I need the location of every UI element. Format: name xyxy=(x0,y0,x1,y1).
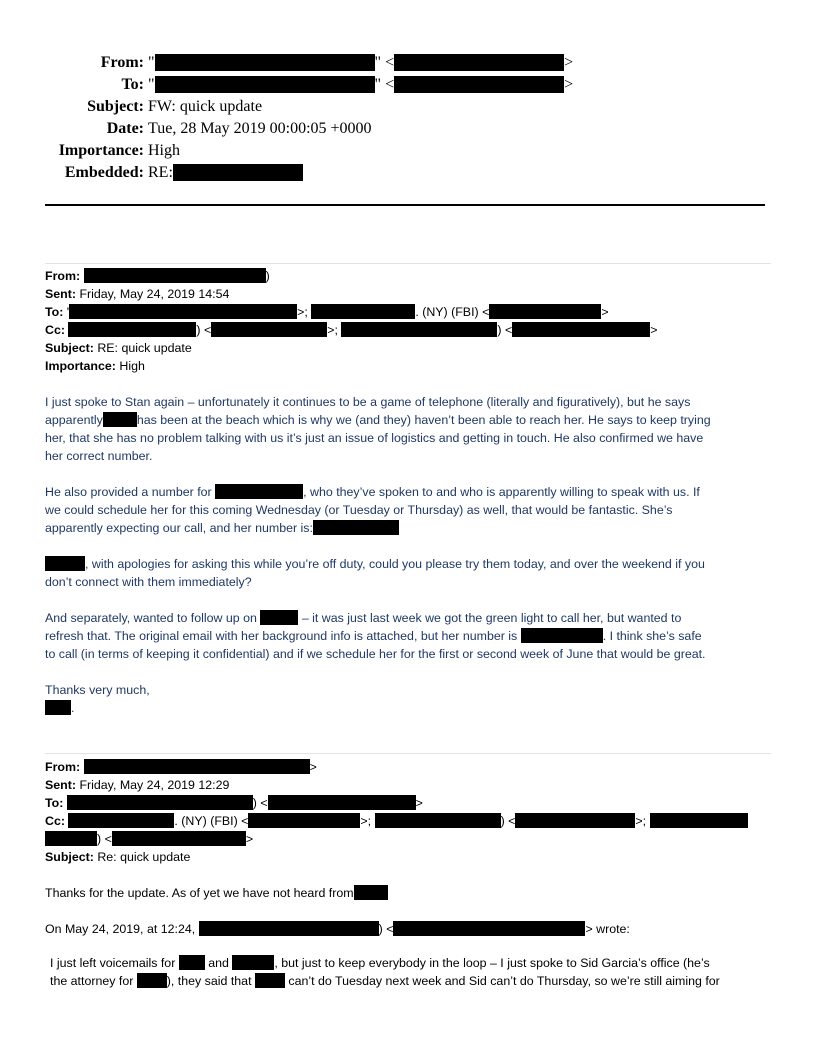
redacted-block xyxy=(313,520,399,535)
header-subject-row xyxy=(40,96,573,118)
punct: > xyxy=(601,305,609,319)
email1-importance-label: Importance: xyxy=(45,359,116,373)
email-separator xyxy=(45,753,771,754)
redacted-block xyxy=(199,921,379,936)
email2-subject-label: Subject: xyxy=(45,850,94,864)
quote-mark: " xyxy=(148,54,155,71)
redacted-block xyxy=(375,813,501,828)
punct: >; xyxy=(635,814,647,828)
punct: ' xyxy=(66,305,70,319)
redacted-block xyxy=(112,831,246,846)
email1-paragraph-4 xyxy=(45,609,775,663)
punct: >; xyxy=(360,814,372,828)
redacted-block xyxy=(393,921,585,936)
angle-bracket: > xyxy=(564,54,574,71)
text-segment: has been at the beach which is why we (and they) haven’t been able to reach her. He says to keep trying xyxy=(136,413,711,427)
redacted-block xyxy=(103,412,137,427)
redacted-block xyxy=(354,885,388,900)
header-date-row xyxy=(40,118,573,140)
email1-to-fbi: . (NY) (FBI) < xyxy=(415,305,490,319)
punct: ) < xyxy=(497,323,513,337)
redacted-block xyxy=(155,76,375,93)
header-date: Tue, 28 May 2019 00:00:05 +0000 xyxy=(148,120,372,137)
punct: > xyxy=(650,323,658,337)
punct: ) xyxy=(265,269,270,283)
header-date-label: Date: xyxy=(106,120,144,137)
redacted-block xyxy=(84,268,266,283)
redacted-block xyxy=(248,813,360,828)
email1-to-label: To: xyxy=(45,305,64,319)
quote-mark: " < xyxy=(374,54,395,71)
text-segment: refresh that. The original email with her background info is attached, but her number is xyxy=(45,629,518,643)
redacted-block xyxy=(179,955,205,970)
email1-importance: High xyxy=(119,359,145,373)
punct: ) < xyxy=(252,796,268,810)
redacted-block xyxy=(260,610,298,625)
email1-sent: Friday, May 24, 2019 14:54 xyxy=(79,287,230,301)
header-divider xyxy=(45,204,765,206)
text-line xyxy=(50,972,775,990)
redacted-block xyxy=(211,322,327,337)
email1-from-label: From: xyxy=(45,269,81,283)
text-segment: can’t do Tuesday next week and Sid can’t do Thursday, so we’re still aiming for xyxy=(288,974,720,988)
punct: . xyxy=(71,701,75,715)
text-segment: > wrote: xyxy=(585,922,630,936)
text-line xyxy=(45,884,775,902)
punct: > xyxy=(415,796,423,810)
text-segment: and xyxy=(208,956,229,970)
text-line: to call (in terms of keeping it confidential) and if we schedule her for the first or second week of June that would be great. xyxy=(45,647,706,661)
redacted-block xyxy=(68,813,174,828)
redacted-block xyxy=(215,484,303,499)
header-embedded-label: Embedded: xyxy=(64,164,144,181)
redacted-block xyxy=(137,973,167,988)
text-line: Thanks very much, xyxy=(45,683,150,697)
text-line: we could schedule her for this coming Wednesday (or Tuesday or Thursday) as well, that would be fantastic. She’s xyxy=(45,503,673,517)
email2-sent: Friday, May 24, 2019 12:29 xyxy=(79,778,230,792)
email2-header xyxy=(45,758,748,866)
email2-cc-fbi: . (NY) (FBI) < xyxy=(174,814,249,828)
redacted-block xyxy=(489,304,601,319)
punct: >; xyxy=(297,305,308,319)
redacted-block xyxy=(173,164,303,181)
forward-header xyxy=(40,52,573,184)
text-segment: I just left voicemails for xyxy=(50,956,176,970)
text-line xyxy=(45,609,775,627)
email1-subject: RE: quick update xyxy=(97,341,192,355)
redacted-block xyxy=(255,973,285,988)
text-segment: He also provided a number for xyxy=(45,485,212,499)
quote-mark: " xyxy=(148,76,155,93)
text-segment: Thanks for the update. As of yet we have not heard from xyxy=(45,886,354,900)
text-segment: , but just to keep everybody in the loop – I just spoke to Sid Garcia’s office (he’s xyxy=(274,956,710,970)
email2-quoted-text xyxy=(50,954,775,990)
email1-signoff xyxy=(45,681,775,717)
redacted-block xyxy=(650,813,748,828)
redacted-block xyxy=(515,813,635,828)
email2-on-wrote xyxy=(45,920,775,938)
text-segment: the attorney for xyxy=(50,974,134,988)
redacted-block xyxy=(45,700,71,715)
redacted-block xyxy=(67,795,253,810)
redacted-block xyxy=(45,831,97,846)
redacted-block xyxy=(84,759,310,774)
punct: ) < xyxy=(196,323,212,337)
header-importance-row xyxy=(40,140,573,162)
punct: ) < xyxy=(97,832,112,846)
header-embedded-row xyxy=(40,162,573,184)
email1-cc-label: Cc: xyxy=(45,323,65,337)
header-to-row xyxy=(40,74,573,96)
redacted-block xyxy=(66,304,297,319)
email1-sent-label: Sent: xyxy=(45,287,76,301)
email2-cc-label: Cc: xyxy=(45,814,65,828)
redacted-block xyxy=(341,322,497,337)
text-line xyxy=(50,954,775,972)
redacted-block xyxy=(512,322,650,337)
text-line xyxy=(45,627,775,645)
redacted-block xyxy=(268,795,416,810)
punct: > xyxy=(245,832,254,846)
redacted-block xyxy=(68,322,196,337)
email1-paragraph-3 xyxy=(45,555,775,591)
redacted-block xyxy=(232,955,274,970)
email1-paragraph-1 xyxy=(45,393,775,465)
text-segment: apparently xyxy=(45,413,103,427)
text-segment: , with apologies for asking this while you’re off duty, could you please try them today, and over the weekend if you xyxy=(85,557,705,571)
header-importance-label: Importance: xyxy=(58,142,144,159)
text-segment: – it was just last week we got the green light to call her, but wanted to xyxy=(298,611,682,625)
redacted-block xyxy=(394,76,564,93)
redacted-block xyxy=(394,54,564,71)
header-importance: High xyxy=(148,142,180,159)
text-segment: , who they’ve spoken to and who is apparently willing to speak with us. If xyxy=(303,485,700,499)
text-segment: . I think she’s safe xyxy=(602,629,702,643)
email2-sent-label: Sent: xyxy=(45,778,76,792)
text-line xyxy=(45,699,775,717)
text-line xyxy=(45,555,775,573)
redacted-block xyxy=(155,54,375,71)
email2-subject: Re: quick update xyxy=(97,850,191,864)
header-embedded-prefix: RE: xyxy=(148,164,173,181)
email2-body xyxy=(45,884,775,902)
email1-subject-label: Subject: xyxy=(45,341,94,355)
quote-mark: " < xyxy=(374,76,395,93)
text-line: her correct number. xyxy=(45,449,153,463)
redacted-block xyxy=(45,556,85,571)
header-from-row xyxy=(40,52,573,74)
text-line: don’t connect with them immediately? xyxy=(45,575,252,589)
text-segment: ), they said that xyxy=(166,974,252,988)
email1-header xyxy=(45,267,657,375)
text-line xyxy=(45,920,775,938)
punct: ) < xyxy=(500,814,516,828)
redacted-block xyxy=(311,304,415,319)
header-subject: FW: quick update xyxy=(148,98,263,115)
email1-paragraph-2 xyxy=(45,483,775,537)
header-subject-label: Subject: xyxy=(87,98,144,115)
text-segment: apparently expecting our call, and her number is: xyxy=(45,521,313,535)
text-segment: On May 24, 2019, at 12:24, xyxy=(45,922,196,936)
email-separator xyxy=(45,263,771,264)
redacted-block xyxy=(521,628,603,643)
punct: >; xyxy=(327,323,338,337)
header-to-label: To: xyxy=(121,76,144,93)
header-from-label: From: xyxy=(100,54,144,71)
text-line: her, that she has no problem talking with us it’s just an issue of logistics and getting in touch. He also confirmed we have xyxy=(45,431,704,445)
email2-to-label: To: xyxy=(45,796,64,810)
punct: ) < xyxy=(378,922,394,936)
text-line: I just spoke to Stan again – unfortunately it continues to be a game of telephone (literally and figuratively), but he says xyxy=(45,395,691,409)
email2-from-label: From: xyxy=(45,760,81,774)
text-line xyxy=(45,519,775,537)
text-line xyxy=(45,411,775,429)
text-line xyxy=(45,483,775,501)
angle-bracket: > xyxy=(564,76,574,93)
punct: > xyxy=(309,760,317,774)
text-segment: And separately, wanted to follow up on xyxy=(45,611,257,625)
